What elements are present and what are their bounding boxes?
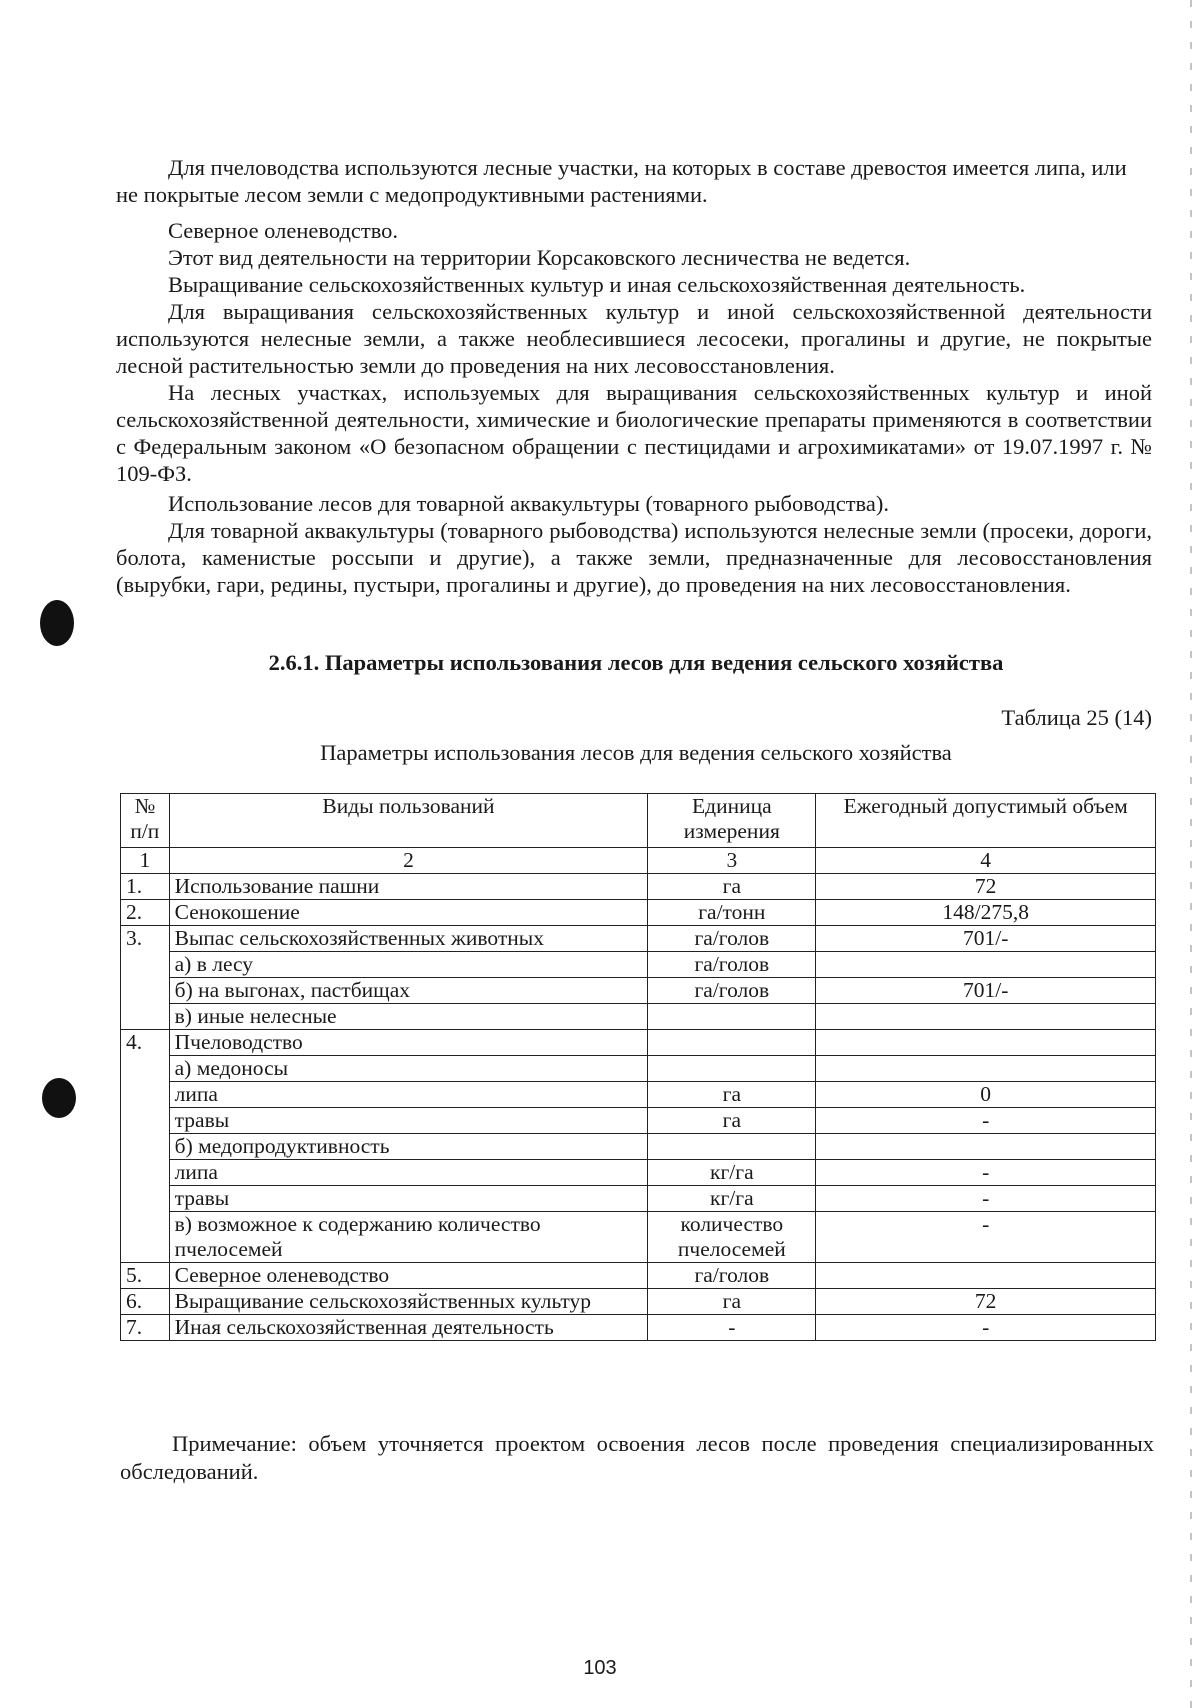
table-row <box>121 926 1156 952</box>
row-kind: Пчеловодство <box>169 1030 648 1056</box>
row-unit: кг/га <box>648 1186 816 1212</box>
table-row <box>121 952 1156 978</box>
row-kind: Сенокошение <box>169 900 648 926</box>
row-unit: га/голов <box>648 926 816 952</box>
table-row <box>121 1082 1156 1108</box>
table-row <box>121 1056 1156 1082</box>
paragraph-beekeeping: Для пчеловодства используются лесные участки, на которых в составе древостоя имеется липа, или не покрытые лесом земли с медопродуктивными растениями. <box>116 155 1127 207</box>
section-heading: 2.6.1. Параметры использования лесов для ведения сельского хозяйства <box>268 650 1004 675</box>
row-unit: га <box>648 1289 816 1315</box>
row-kind: липа <box>169 1160 648 1186</box>
row-unit <box>648 1004 816 1030</box>
row-number: 2. <box>121 900 170 926</box>
row-kind: в) иные нелесные <box>169 1004 648 1030</box>
table-header-row <box>121 794 1156 848</box>
table-row <box>121 1315 1156 1341</box>
table-row <box>121 1030 1156 1056</box>
row-number: 4. <box>121 1030 170 1263</box>
table-note: Примечание: объем уточняется проектом освоения лесов после проведения специализированных обследований. <box>120 1431 1154 1484</box>
column-number: 3 <box>648 848 816 874</box>
row-kind: Выпас сельскохозяйственных животных <box>169 926 648 952</box>
row-kind: Иная сельскохозяйственная деятельность <box>169 1315 648 1341</box>
row-kind: Северное оленеводство <box>169 1263 648 1289</box>
row-unit: га/голов <box>648 1263 816 1289</box>
row-volume: 0 <box>816 1082 1156 1108</box>
punch-hole-mark <box>42 1078 76 1118</box>
row-volume: 72 <box>816 1289 1156 1315</box>
row-volume: - <box>816 1108 1156 1134</box>
row-volume: 148/275,8 <box>816 900 1156 926</box>
row-volume: - <box>816 1186 1156 1212</box>
row-unit: - <box>648 1315 816 1341</box>
row-kind: б) на выгонах, пастбищах <box>169 978 648 1004</box>
header-number: № п/п <box>121 794 170 848</box>
row-volume <box>816 1134 1156 1160</box>
row-kind: а) в лесу <box>169 952 648 978</box>
row-volume: 701/- <box>816 978 1156 1004</box>
row-kind: Использование пашни <box>169 874 648 900</box>
row-kind: травы <box>169 1108 648 1134</box>
column-number: 2 <box>169 848 648 874</box>
row-unit: га <box>648 1108 816 1134</box>
page-number: 103 <box>583 1657 617 1679</box>
table-row <box>121 1134 1156 1160</box>
table-row <box>121 1160 1156 1186</box>
punch-hole-mark <box>40 600 74 646</box>
row-volume: - <box>816 1315 1156 1341</box>
table-row <box>121 1186 1156 1212</box>
column-number-row <box>121 848 1156 874</box>
row-volume: - <box>816 1160 1156 1186</box>
row-kind: липа <box>169 1082 648 1108</box>
table-caption: Параметры использования лесов для ведения сельского хозяйства <box>320 740 952 765</box>
row-volume <box>816 1004 1156 1030</box>
parameters-table <box>120 793 1156 1341</box>
row-unit <box>648 1030 816 1056</box>
row-number: 1. <box>121 874 170 900</box>
row-kind: травы <box>169 1186 648 1212</box>
row-volume <box>816 1263 1156 1289</box>
paragraph-agriculture-lands: Для выращивания сельскохозяйственных культур и иной сельскохозяйственной деятельности используются нелесные земли, а также необлесившиеся лесосеки, прогалины и другие, не покрытые лесной растительностью земли до проведения на них лесовосстановления. <box>116 299 1152 378</box>
row-unit: га/голов <box>648 978 816 1004</box>
table-row <box>121 1289 1156 1315</box>
row-kind: в) возможное к содержанию количество пчелосемей <box>169 1212 648 1263</box>
column-number: 1 <box>121 848 170 874</box>
paragraph-reindeer-title: Северное оленеводство. <box>168 218 399 243</box>
header-volume: Ежегодный допустимый объем <box>816 794 1156 848</box>
row-unit <box>648 1134 816 1160</box>
header-kind: Виды пользований <box>169 794 648 848</box>
row-number: 5. <box>121 1263 170 1289</box>
row-unit: кг/га <box>648 1160 816 1186</box>
row-unit: га/голов <box>648 952 816 978</box>
row-unit: га <box>648 874 816 900</box>
scan-edge-mark <box>1190 0 1192 1708</box>
table-row <box>121 1004 1156 1030</box>
table-row <box>121 1263 1156 1289</box>
row-kind: Выращивание сельскохозяйственных культур <box>169 1289 648 1315</box>
table-row <box>121 1212 1156 1263</box>
table-row <box>121 874 1156 900</box>
column-number: 4 <box>816 848 1156 874</box>
row-volume <box>816 1030 1156 1056</box>
paragraph-agriculture-title: Выращивание сельскохозяйственных культур и иная сельскохозяйственная деятельность. <box>168 272 1026 297</box>
paragraph-aquaculture-lands: Для товарной аквакультуры (товарного рыбоводства) используются нелесные земли (просеки, дороги, болота, каменистые россыпи и другие), а также земли, предназначенные для лесовосстановления (вырубки, гари, редины, пустыри, прогалины и другие), до проведения на них лесовосстановления. <box>116 518 1152 597</box>
table-row <box>121 900 1156 926</box>
row-number: 7. <box>121 1315 170 1341</box>
row-volume <box>816 1056 1156 1082</box>
row-unit: га/тонн <box>648 900 816 926</box>
row-volume: - <box>816 1212 1156 1263</box>
row-kind: б) медопродуктивность <box>169 1134 648 1160</box>
paragraph-reindeer-text: Этот вид деятельности на территории Корсаковского лесничества не ведется. <box>168 245 911 270</box>
row-number: 6. <box>121 1289 170 1315</box>
row-volume: 72 <box>816 874 1156 900</box>
table-row <box>121 1108 1156 1134</box>
row-unit: га <box>648 1082 816 1108</box>
paragraph-aquaculture-title: Использование лесов для товарной аквакультуры (товарного рыбоводства). <box>168 491 889 516</box>
row-volume: 701/- <box>816 926 1156 952</box>
header-unit: Единица измерения <box>648 794 816 848</box>
row-unit: количество пчелосемей <box>648 1212 816 1263</box>
row-unit <box>648 1056 816 1082</box>
table-row <box>121 978 1156 1004</box>
row-volume <box>816 952 1156 978</box>
table-number: Таблица 25 (14) <box>1001 705 1152 730</box>
row-kind: а) медоносы <box>169 1056 648 1082</box>
row-number: 3. <box>121 926 170 1030</box>
paragraph-chemicals: На лесных участках, используемых для выращивания сельскохозяйственных культур и иной сельскохозяйственной деятельности, химические и биологические препараты применяются в соответствии с Федеральным законом «О безопасном обращении с пестицидами и агрохимикатами» от 19.07.1997 г. № 109-ФЗ. <box>116 380 1152 486</box>
